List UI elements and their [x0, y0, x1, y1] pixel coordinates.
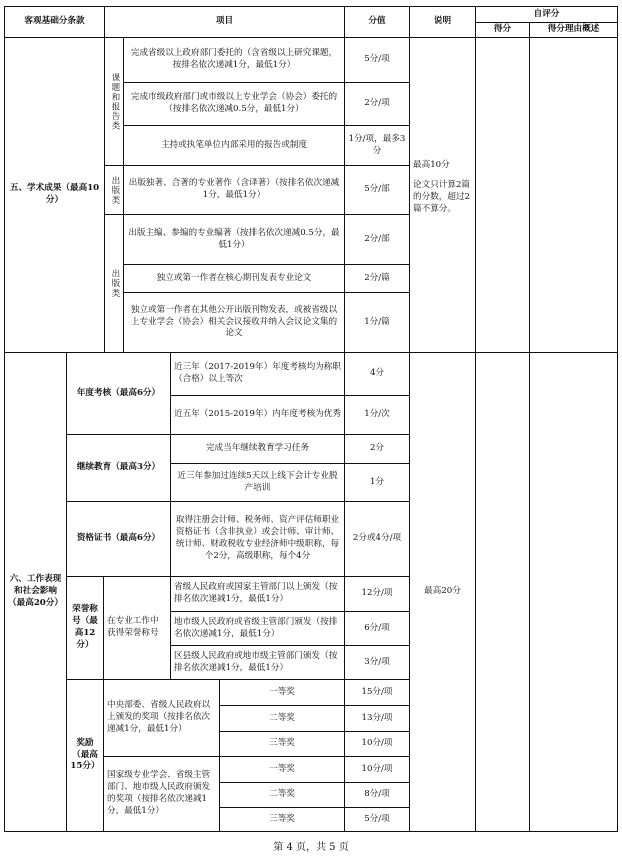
- s5-self-score-cell[interactable]: [475, 37, 530, 353]
- header-self-eval: 自评分: [475, 6, 618, 23]
- s6-honor-row2-score: 6分/项: [344, 611, 410, 646]
- header-base-title: 客观基础分条款: [4, 6, 105, 38]
- s6-annual-title: 年度考核（最高6分）: [66, 352, 171, 435]
- section5-title: 五、学术成果（最高10分）: [4, 37, 105, 353]
- scoring-table: [4, 6, 618, 832]
- s5-note-max: 最高10分: [413, 160, 450, 170]
- s6-honor-title: 荣誉称号（最高12分）: [66, 576, 104, 680]
- header-self-score: 得分: [475, 22, 530, 38]
- s5-row4-item: 出版独著、合著的专业著作（含译著）（按排名依次递减1分，最低1分）: [123, 165, 345, 215]
- s5-row2-item: 完成市级政府部门或市级以上专业学会（协会）委托的（按排名依次递减0.5分，最低1分）: [123, 82, 345, 126]
- s5-note: [409, 37, 476, 353]
- s5-self-reason-cell[interactable]: [529, 37, 618, 353]
- s6-award-g1-level1: 一等奖: [219, 679, 345, 706]
- s6-award-g2-level2: 二等奖: [219, 782, 345, 808]
- s5-row3-item: 主持或执笔单位内部采用的报告或制度: [123, 125, 345, 166]
- s6-self-reason-cell[interactable]: [529, 352, 618, 832]
- s5-note-paper: 论文只计算2篇的分数，超过2篇不算分。: [413, 179, 471, 214]
- section5-sub-report: 课题和报告类: [104, 37, 124, 166]
- s6-award-g1-score2: 13分/项: [344, 705, 410, 732]
- s5-row5-score: 2分/部: [344, 214, 410, 265]
- s6-award-g2-score3: 5分/项: [344, 807, 410, 832]
- s6-cont-title: 继续教育（最高3分）: [66, 434, 171, 502]
- s5-row3-score: 1分/项，最多3分: [344, 125, 410, 166]
- s5-row2-score: 2分/项: [344, 82, 410, 126]
- s5-row5-item: 出版主编、参编的专业编著（按排名依次递减0.5分，最低1分）: [123, 214, 345, 265]
- s6-award-group1-desc: 中央部委、省级人民政府以上颁发的奖项（按排名依次递减1分，最低1分）: [103, 679, 220, 757]
- header-note: 说明: [409, 6, 476, 38]
- s6-cont-row1-item: 完成当年继续教育学习任务: [170, 434, 345, 464]
- s6-cert-item: 取得注册会计师、税务师、资产评估师职业资格证书（含非执业）或会计师、审计师、统计师、财政税收专业经济师中级职称，每个2分，高级职称，每个4分: [170, 501, 345, 577]
- s6-honor-row3-item: 区县级人民政府或地市级主管部门颁发（按排名依次递减1分，最低1分）: [170, 645, 345, 680]
- s6-award-g1-score3: 10分/项: [344, 731, 410, 757]
- s6-honor-desc: 在专业工作中获得荣誉称号: [103, 576, 171, 680]
- section5-sub-publish-2: 出版类: [104, 214, 124, 353]
- s6-annual-row1-score: 4分: [344, 352, 410, 396]
- s6-award-g2-score1: 10分/项: [344, 756, 410, 783]
- s6-honor-row1-score: 12分/项: [344, 576, 410, 612]
- s5-row1-item: 完成省级以上政府部门委托的（含省级以上研究课题，按排名依次递减1分，最低1分）: [123, 37, 345, 83]
- page-footer: 第 4 页，共 5 页: [273, 842, 349, 853]
- s5-row7-score: 1分/篇: [344, 292, 410, 353]
- s6-award-g2-level1: 一等奖: [219, 756, 345, 783]
- s6-award-g2-score2: 8分/项: [344, 782, 410, 808]
- s6-award-g1-level3: 三等奖: [219, 731, 345, 757]
- s6-award-g1-score1: 15分/项: [344, 679, 410, 706]
- section6-title: 六、工作表现和社会影响（最高20分）: [4, 352, 67, 832]
- s6-honor-row3-score: 3分/项: [344, 645, 410, 680]
- s6-note: 最高20分: [409, 352, 476, 832]
- s6-award-group2-desc: 国家级专业学会、省级主管部门、地市级人民政府颁发的奖项（按排名依次递减1分，最低1分）: [103, 756, 220, 832]
- s6-cont-row2-score: 1分: [344, 463, 410, 502]
- s5-row4-score: 5分/部: [344, 165, 410, 215]
- s6-cert-score: 2分或4分/项: [344, 501, 410, 577]
- s6-cert-title: 资格证书（最高6分）: [66, 501, 171, 577]
- s6-cont-row2-item: 近三年参加过连续5天以上线下会计专业脱产培训: [170, 463, 345, 502]
- s6-honor-row2-item: 地市级人民政府或省级主管部门颁发（按排名依次递减1分，最低1分）: [170, 611, 345, 646]
- s6-award-g2-level3: 三等奖: [219, 807, 345, 832]
- s6-cont-row1-score: 2分: [344, 434, 410, 464]
- s6-award-g1-level2: 二等奖: [219, 705, 345, 732]
- header-self-reason: 得分理由概述: [529, 22, 618, 38]
- s5-row6-score: 2分/篇: [344, 264, 410, 293]
- s5-row6-item: 独立或第一作者在核心期刊发表专业论文: [123, 264, 345, 293]
- s6-annual-row1-item: 近三年（2017-2019年）年度考核均为称职（合格）以上等次: [170, 352, 345, 396]
- s6-self-score-cell[interactable]: [475, 352, 530, 832]
- section5-sub-publish: 出版类: [104, 165, 124, 215]
- s6-annual-row2-item: 近五年（2015-2019年）内年度考核为优秀: [170, 395, 345, 435]
- s5-row1-score: 5分/项: [344, 37, 410, 83]
- s6-honor-row1-item: 省级人民政府或国家主管部门以上颁发（按排名依次递减1分，最低1分）: [170, 576, 345, 612]
- s6-award-title: 奖励（最高15分）: [66, 679, 104, 832]
- s5-row7-item: 独立或第一作者在其他公开出版刊物发表，或被省级以上专业学会（协会）相关会议接收并纳入会议论文集的论文: [123, 292, 345, 353]
- s6-annual-row2-score: 1分/次: [344, 395, 410, 435]
- header-score: 分值: [344, 6, 410, 38]
- header-item: 项目: [104, 6, 345, 38]
